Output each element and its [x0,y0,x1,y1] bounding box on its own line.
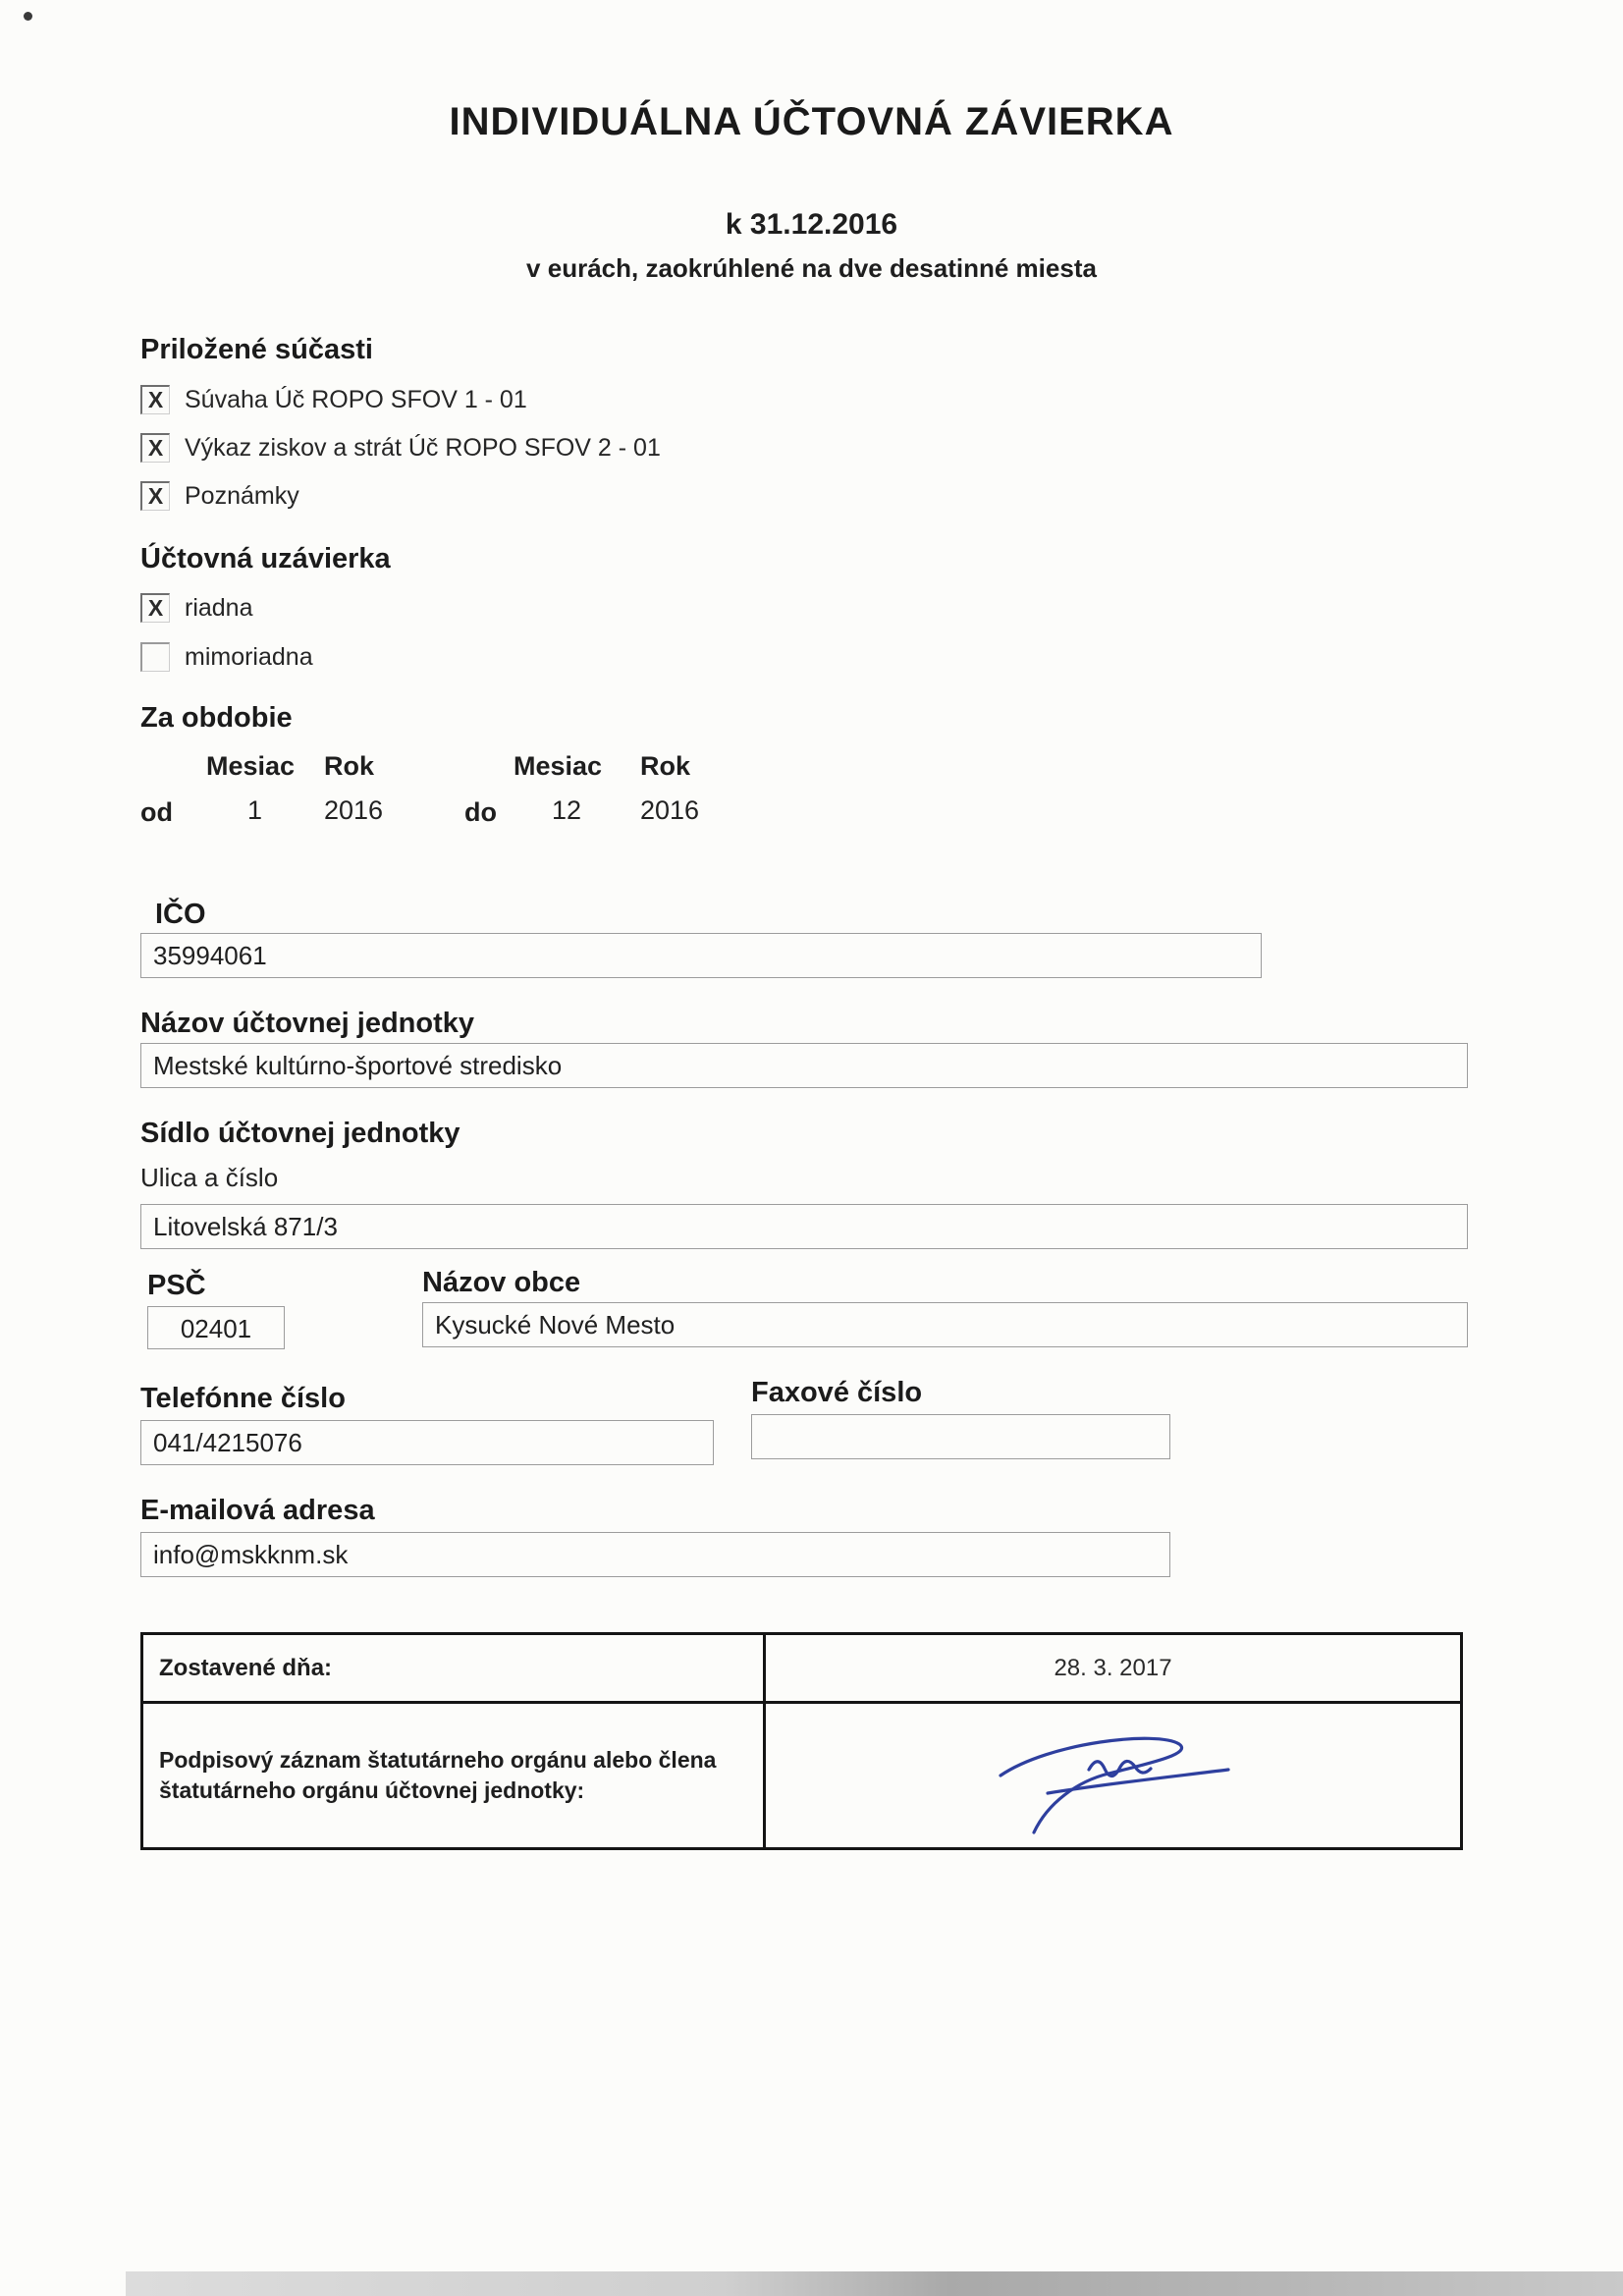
fax-heading: Faxové číslo [751,1377,923,1408]
psc-field: 02401 [147,1306,285,1349]
address-heading: Sídlo účtovnej jednotky [140,1118,460,1149]
phone-field: 041/4215076 [140,1420,714,1465]
street-field: Litovelská 871/3 [140,1204,1468,1249]
town-field: Kysucké Nové Mesto [422,1302,1468,1347]
ico-field: 35994061 [140,933,1262,978]
report-date-line: k 31.12.2016 [725,208,898,241]
scan-artifact-bottom-bar [126,2271,1623,2296]
attachment-row-vykaz [140,433,661,463]
period-from-year-value: 2016 [324,795,384,825]
attachment-label: Výkaz ziskov a strát Úč ROPO SFOV 2 - 01 [185,433,661,462]
period-from-month-header: Mesiac [206,751,296,781]
psc-heading: PSČ [147,1270,206,1301]
closing-type-heading: Účtovná uzávierka [140,543,391,574]
scan-artifact-dot [24,12,32,21]
page-title: INDIVIDUÁLNA ÚČTOVNÁ ZÁVIERKA [449,100,1174,143]
attachment-row-suvaha [140,385,527,414]
period-to-year-value: 2016 [640,795,700,825]
compiled-date-label: Zostavené dňa: [143,1635,766,1704]
signature-label: Podpisový záznam štatutárneho orgánu alebo člena štatutárneho orgánu účtovnej jednotky: [143,1704,766,1847]
checkbox-riadna: X [140,593,170,623]
period-to-year-header: Rok [640,751,691,781]
period-from-month-value: 1 [247,795,263,825]
street-label: Ulica a číslo [140,1163,279,1192]
compiled-date-value: 28. 3. 2017 [766,1635,1460,1704]
closing-label: riadna [185,593,253,622]
period-from-year-header: Rok [324,751,375,781]
entity-name-heading: Názov účtovnej jednotky [140,1008,475,1039]
period-to-label: do [464,797,497,827]
period-heading: Za obdobie [140,702,293,734]
fax-field [751,1414,1170,1459]
ico-heading: IČO [155,899,206,930]
phone-heading: Telefónne číslo [140,1383,346,1414]
town-heading: Názov obce [422,1267,581,1298]
attachments-heading: Priložené súčasti [140,334,373,365]
attachment-label: Poznámky [185,481,299,510]
closing-row-riadna [140,593,253,623]
period-to-month-header: Mesiac [514,751,603,781]
closing-row-mimoriadna [140,642,313,672]
attachment-label: Súvaha Úč ROPO SFOV 1 - 01 [185,385,527,413]
period-from-label: od [140,797,173,827]
checkbox-suvaha: X [140,385,170,414]
signature-cell [766,1704,1460,1847]
signature-table [140,1632,1463,1850]
checkbox-poznamky: X [140,481,170,511]
email-heading: E-mailová adresa [140,1495,375,1526]
signature-icon [971,1713,1256,1838]
checkbox-vykaz: X [140,433,170,463]
checkbox-mimoriadna [140,642,170,672]
email-field: info@mskknm.sk [140,1532,1170,1577]
rounding-note: v eurách, zaokrúhlené na dve desatinné miesta [526,253,1097,283]
entity-name-field: Mestské kultúrno-športové stredisko [140,1043,1468,1088]
period-to-month-value: 12 [552,795,582,825]
closing-label: mimoriadna [185,642,313,671]
attachment-row-poznamky [140,481,299,511]
